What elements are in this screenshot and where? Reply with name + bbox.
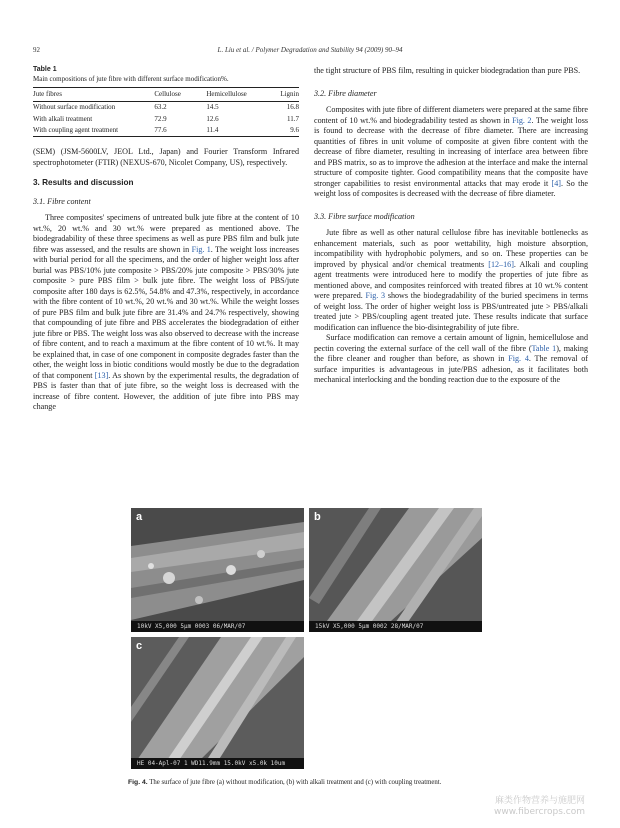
ref-table1-link[interactable]: Table 1 [531, 343, 557, 353]
panel-letter: b [314, 511, 321, 523]
table-header-row [33, 88, 299, 102]
scale-bar: 15kV X5,000 5μm 0002 28/MAR/07 [309, 621, 482, 632]
table-cell: 72.9 [154, 114, 167, 123]
table-cell: 11.4 [206, 125, 272, 137]
table-cell: 77.6 [154, 125, 206, 137]
text-run: . Alkali and coupling agent treatments were introduced here to modify the properties of jute fibre as mentioned above, and composites reinforced with treated fibres at 10 wt.% content were prepared. [314, 259, 588, 300]
table-cell: With coupling agent treatment [33, 125, 154, 137]
ref-4-link[interactable]: [4] [551, 178, 561, 188]
text-run: . So the weight loss of composites is decreased with the decrease of fibre diameter. [314, 178, 588, 198]
paragraph-sem: (SEM) (JSM-5600LV, JEOL Ltd., Japan) and Fourier Transform Infrared spectrophotometer (FTIR) (NEXUS-670, Nicolet Company, US), respectively. [33, 147, 299, 167]
text-run: Three composites' specimens of untreated bulk jute fibre at the content of 10 wt.%, 20 wt.% and 30 wt.% were prepared as mentioned above. The biodegradability of these three specimens as well as pure PBS film and bulk jute fibre was assessed, and the results are shown in [33, 213, 299, 254]
section-heading-results: 3. Results and discussion [33, 178, 134, 187]
table-label: Table 1 [33, 66, 57, 73]
panel-letter: a [136, 511, 143, 523]
col-header: Lignin [272, 88, 299, 102]
paragraph-surface-impurities [314, 333, 588, 386]
subsection-heading-fibre-diameter: 3.2. Fibre diameter [314, 88, 377, 98]
table-row [33, 125, 299, 137]
figure-caption [128, 779, 441, 786]
scale-bar: HE 04-Apl-07 1 WD11.9mm 15.0kV x5.0k 10um [131, 758, 304, 769]
figure-caption-text: The surface of jute fibre (a) without modification, (b) with alkali treatment and (c) with coupling treatment. [149, 779, 442, 786]
text-run: Jute fibre as well as other natural cellulose fibre has inevitable bottlenecks as enhancement materials, such as poor wettability, high moisture absorption, incompatibility with hydrophobic polymers, and so on. These properties can be improved by physical and/or chemical treatments [314, 228, 588, 269]
table-cell: 12.6 [206, 114, 219, 123]
paragraph-surface-modification [314, 228, 588, 333]
table-title: Main compositions of jute fibre with different surface modification%. [33, 74, 229, 83]
text-run: . The weight loss is found to decrease with the decrease of fibre diameter. There are increasing quantities of fibres in unit volume of composite at given fibre content with the decrease of fibre diameter, resulting in increasing of interface area between fibre and PBS matrix, so as to improve the adhesion at the interface and make the internal structure of composite tighter. Good compatibility means that the composite have stronger capabilities to resist environmental attacks that may erode it [314, 115, 588, 188]
col-header: Cellulose [154, 88, 206, 102]
paragraph-fibre-content [33, 213, 299, 413]
col-header: Hemicellulose [206, 88, 272, 102]
paragraph-fibre-diameter [314, 105, 588, 200]
figure-panel-c [131, 637, 304, 769]
right-column [314, 66, 588, 386]
table-cell: 63.2 [154, 103, 167, 111]
watermark-line: 麻类作物营养与施肥网 [494, 796, 585, 806]
table-cell: 14.5 [206, 103, 219, 111]
ref-fig3-link[interactable]: Fig. 3 [365, 291, 386, 300]
text-run: Surface modification can remove a certain amount of lignin, hemicellulose and pectin covering the external surface of the cell wall of the fibre ( [314, 333, 588, 353]
table-cell: 16.8 [286, 103, 299, 111]
table-row [33, 113, 299, 125]
ref-fig1-link[interactable]: Fig. 1 [191, 244, 211, 254]
panel-letter: c [136, 640, 143, 652]
sem-image-untreated [131, 508, 304, 632]
figure-panel-a [131, 508, 304, 632]
ref-12-16-link[interactable]: [12–16] [488, 259, 514, 269]
text-run: . As shown by the experimental results, the degradation of PBS is faster than that of jute fibre, so the weight loss is decreased with the increase of fibre content. However, the addition of jute fibre into PBS may change [33, 370, 299, 411]
subsection-heading-surface-modification: 3.3. Fibre surface modification [314, 211, 415, 221]
table-cell: 11.7 [287, 114, 299, 123]
text-run: ), making the fibre cleaner and rougher than before, as shown in [314, 343, 588, 363]
subsection-heading-fibre-content: 3.1. Fibre content [33, 196, 91, 206]
col-header: Jute fibres [33, 88, 154, 102]
table-cell: Without surface modification [33, 103, 116, 111]
site-watermark [494, 796, 585, 818]
text-run: shows the biodegradability of the buried specimens in terms of weight loss. The order of higher weight loss is PBS/untreated jute > PBS/alkali treated jute > PBS/coupling agent treated jute. These results indicate that surface modification can influence the bio-disintegrability of jute fibre. [314, 291, 588, 332]
ref-fig4-link[interactable]: Fig. 4 [508, 354, 529, 363]
ref-13-link[interactable]: [13] [94, 370, 109, 380]
table-caption [33, 66, 299, 83]
sem-image-coupling [131, 637, 304, 769]
watermark-url: www.fibercrops.com [494, 807, 585, 817]
table-cell: With alkali treatment [33, 114, 93, 123]
text-run: Composites with jute fibre of different diameters were prepared at the same fibre content of 10 wt.% and biodegradability tested as shown in [314, 105, 588, 125]
journal-citation: L. Liu et al. / Polymer Degradation and Stability 94 (2009) 90–94 [217, 46, 403, 54]
table-cell: 9.6 [272, 125, 299, 137]
sem-image-alkali [309, 508, 482, 632]
page-number: 92 [33, 46, 40, 54]
compositions-table [33, 87, 299, 137]
text-run: . The weight loss increases with burial period for all the specimens, and the order of higher weight loss after burial was PBS/10% jute composite > PBS/20% jute composite > PBS/30% jute composite > pure PBS film > bulk jute fibre. The weight loss of PBS/jute composite after 180 days is 62.5%, 54.8% and 47.3%, respectively, in accordance with the fibre content of 10 wt.%, 20 wt.% and 30 wt.%. While the weight losses of pure PBS film and bulk jute fibre are 31.4% and 24.7% respectively, showing that compounding of jute fibre and PBS accelerates the biodegradation of either jute fibre or PBS. The weight loss was also observed to decrease with the increase of fibre content, and to reach a maximum at the fibre content of 10 wt.%. It may be explained that, in case of one component in composite degrades faster than the other, the weight loss in biotic conditions would mostly be due to the degradation of that component [33, 244, 299, 380]
left-column [33, 66, 299, 413]
ref-fig2-link[interactable]: Fig. 2 [512, 115, 532, 125]
paragraph-continued: the tight structure of PBS film, resulting in quicker biodegradation than pure PBS. [314, 66, 581, 75]
scale-bar: 10kV X5,000 5μm 0003 06/MAR/07 [131, 621, 304, 632]
figure-panel-b [309, 508, 482, 632]
text-run: . The removal of surface impurities is advantageous in jute/PBS adhesion, as it facilitates both mechanical interlocking and the bonding reaction due to the exposure of the [314, 354, 588, 384]
table-row [33, 101, 299, 113]
figure-label: Fig. 4. [128, 779, 148, 786]
